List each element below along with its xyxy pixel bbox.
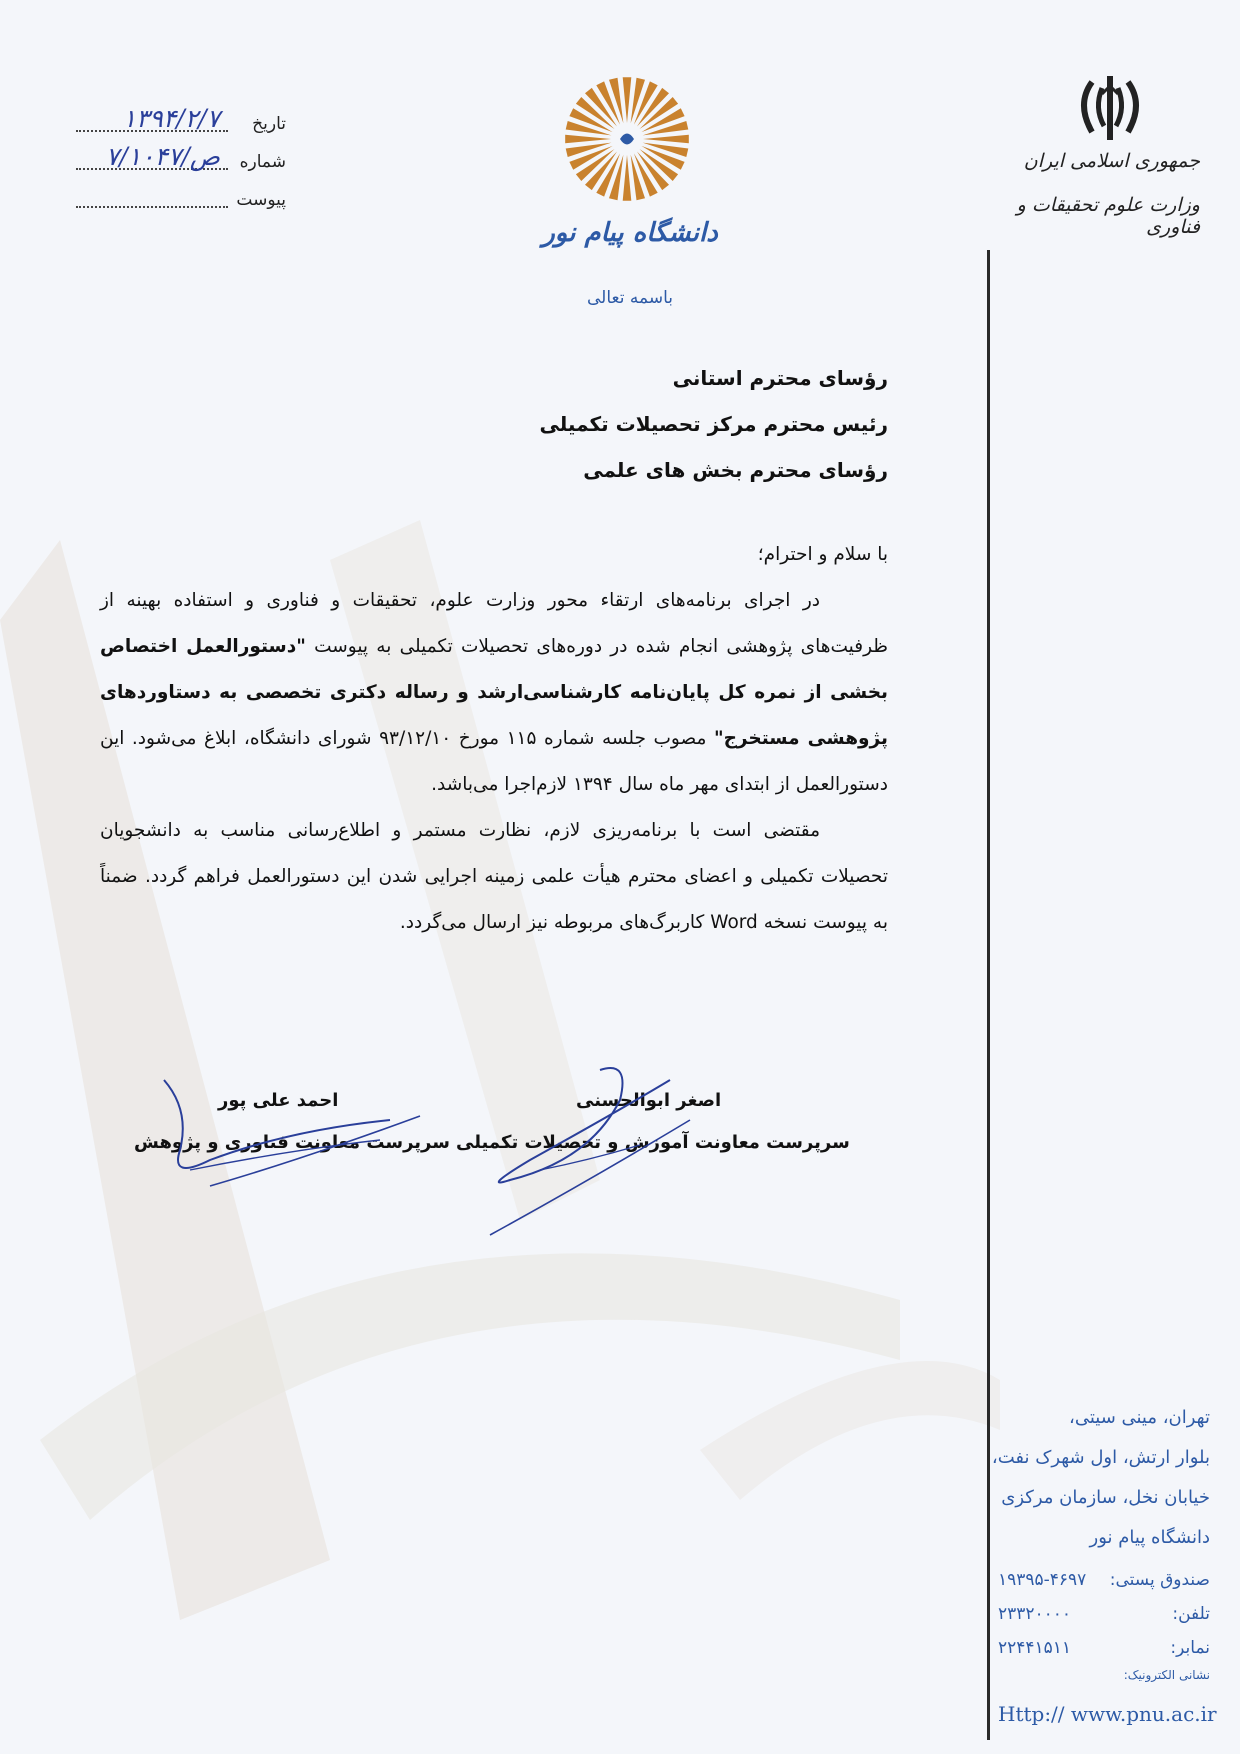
email-label: نشانی الکترونیک: (1123, 1668, 1210, 1682)
po-box-row (996, 1570, 1210, 1600)
logo-ray (623, 77, 632, 123)
address-line: دانشگاه پیام نور (1089, 1527, 1210, 1548)
attachment-row (76, 184, 286, 214)
attachment-label: پیوست (236, 190, 286, 210)
postal-address (991, 1398, 1210, 1558)
signature-1-name: اصغر ابوالحسنی (576, 1090, 722, 1111)
fax-row (996, 1638, 1210, 1668)
directive-title: "دستورالعمل اختصاص بخشی از نمره کل پایان‌نامه کارشناسی‌ارشد و رساله دکتری تخصصی به دستاوردهای پژوهشی مستخرج" (100, 636, 889, 749)
paragraph-1: در اجرای برنامه‌های ارتقاء محور وزارت علوم، تحقیقات و فناوری و استفاده بهینه از ظرفیت‌های پژوهشی انجام شده در دوره‌های تحصیلات تکمیلی به پیوست "دستورالعمل اختصاص بخشی از نمره کل پایان‌نامه کارشناسی‌ارشد و رساله دکتری تخصصی به دستاوردهای پژوهشی مستخرج" مصوب جلسه شماره ۱۱۵ مورخ ۹۳/۱۲/۱۰ شورای دانشگاه، ابلاغ می‌شود. این دستورالعمل از ابتدای مهر ماه سال ۱۳۹۴ لازم‌اجرا می‌باشد. (100, 590, 889, 795)
phone-value: ۲۳۳۲۰۰۰۰ (998, 1604, 1072, 1624)
date-label: تاریخ (252, 114, 286, 134)
logo-ray (623, 155, 632, 201)
signature-2-scribble (150, 1070, 430, 1200)
address-line: بلوار ارتش، اول شهرک نفت، (991, 1447, 1210, 1468)
date-value: ۱۳۹۴/۲/۷ (122, 104, 220, 133)
signature-1-scribble (470, 1040, 710, 1240)
signature-1-title: سرپرست معاونت آموزش و تحصیلات تکمیلی (456, 1132, 850, 1153)
date-row (76, 104, 286, 138)
number-value: ص/۷/۱۰۴۷ (105, 142, 220, 171)
greeting: با سلام و احترام؛ (757, 544, 888, 565)
column-divider (987, 250, 990, 1740)
iran-emblem-icon (1072, 74, 1148, 148)
paragraph-2: مقتضی است با برنامه‌ریزی لازم، نظارت مستمر و اطلاع‌رسانی مناسب به دانشجویان تحصیلات تکمیلی و اعضای محترم هیأت علمی زمینه اجرایی شدن این دستورالعمل فراهم گردد. ضمناً به پیوست نسخه Word کاربرگ‌های مربوطه نیز ارسال می‌گردد. (100, 820, 888, 933)
addressee-2: رئیس محترم مرکز تحصیلات تکمیلی (539, 412, 888, 436)
letter-body (100, 532, 888, 946)
signature-2-title: سرپرست معاونت فناوری و پژوهش (134, 1132, 450, 1153)
university-logo-icon (562, 74, 692, 204)
po-box-label: صندوق پستی: (1109, 1570, 1210, 1590)
signature-2-name: احمد علی پور (218, 1090, 339, 1111)
number-row (76, 142, 286, 176)
phone-label: تلفن: (1172, 1604, 1210, 1624)
fax-value: ۲۲۴۴۱۵۱۱ (998, 1638, 1072, 1658)
address-line: خیابان نخل، سازمان مرکزی (1001, 1487, 1210, 1508)
logo-ray (565, 135, 611, 144)
po-box-value: ۱۹۳۹۵-۴۶۹۷ (998, 1570, 1087, 1590)
address-line: تهران، مینی سیتی، (1069, 1407, 1210, 1428)
addressee-1: رؤسای محترم استانی (672, 366, 888, 390)
ministry-line-1: جمهوری اسلامی ایران (1023, 150, 1200, 172)
university-name: دانشگاه پیام نور (542, 218, 718, 248)
number-label: شماره (239, 152, 286, 172)
ministry-line-2: وزارت علوم تحقیقات و فناوری (1016, 194, 1200, 238)
bismillah-text: باسمه تعالی (587, 288, 673, 308)
addressee-3: رؤسای محترم بخش های علمی (583, 458, 888, 482)
logo-ray (643, 135, 689, 144)
website-link[interactable]: Http:// www.pnu.ac.ir (998, 1702, 1217, 1726)
phone-row (996, 1604, 1210, 1634)
fax-label: نمابر: (1170, 1638, 1210, 1658)
